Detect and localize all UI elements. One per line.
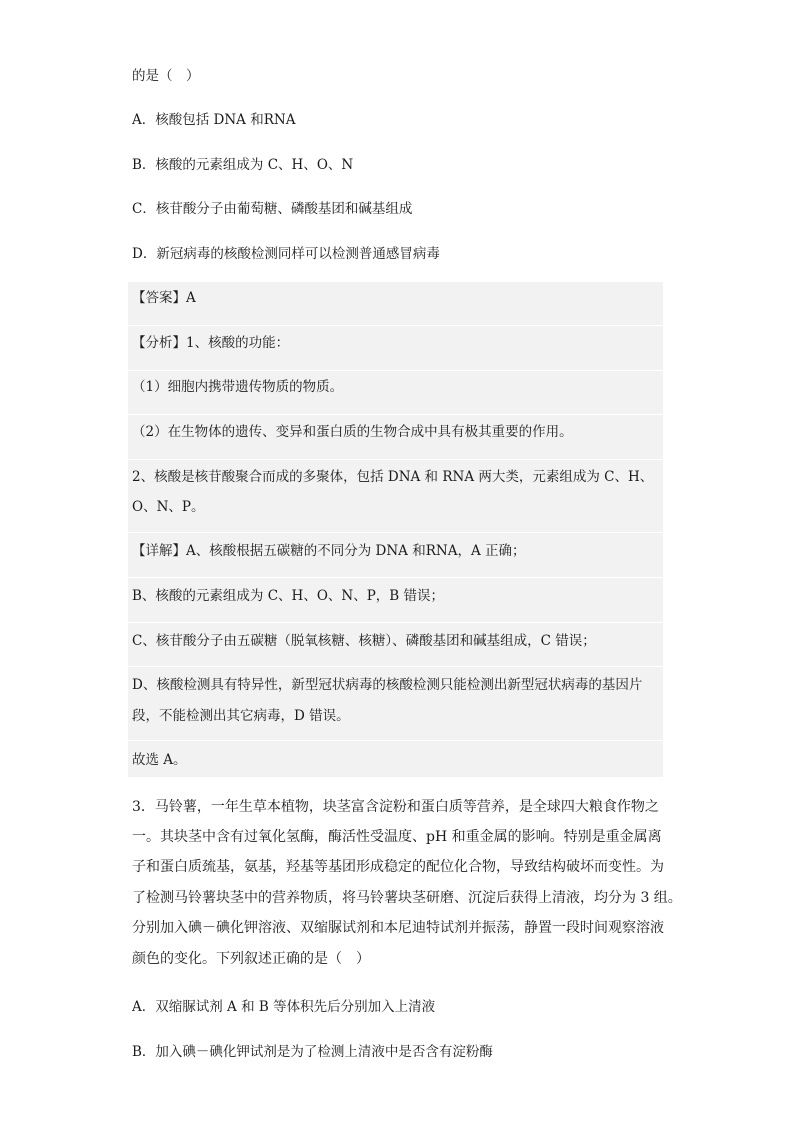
- divider: [128, 532, 663, 533]
- detail-d-line-2: 段，不能检测出其它病毒，D 错误。: [132, 708, 350, 724]
- detail-d-line-1: D、核酸检测具有特异性，新型冠状病毒的核酸检测只能检测出新型冠状病毒的基因片: [132, 677, 643, 693]
- analysis-line: [132, 333, 289, 353]
- answer-value: A: [186, 290, 196, 306]
- divider: [128, 414, 663, 415]
- divider: [128, 622, 663, 623]
- detail-b: B、核酸的元素组成为 C、H、O、N、P，B 错误；: [132, 588, 444, 604]
- analysis-point-2-line-2: O、N、P。: [132, 499, 205, 515]
- divider: [128, 577, 663, 578]
- option-c: C．核苷酸分子由葡萄糖、磷酸基团和碱基组成: [132, 201, 413, 217]
- option-d: D．新冠病毒的核酸检测同样可以检测普通感冒病毒: [132, 246, 440, 262]
- conclusion: 故选 A。: [132, 752, 187, 768]
- analysis-point-2-line-1: 2、核酸是核苷酸聚合而成的多聚体，包括 DNA 和 RNA 两大类，元素组成为 C、H、: [132, 469, 654, 485]
- question-3-line-3: 子和蛋白质巯基，氨基，羟基等基团形成稳定的配位化合物，导致结构破坏而变性。为: [132, 859, 664, 875]
- analysis-intro: 1、核酸的功能：: [186, 335, 290, 351]
- analysis-item-1: （1）细胞内携带遗传物质的物质。: [132, 379, 344, 395]
- divider: [128, 740, 663, 741]
- question-3-option-b: B．加入碘－碘化钾试剂是为了检测上清液中是否含有淀粉酶: [132, 1044, 493, 1060]
- question-3-line-4: 了检测马铃薯块茎中的营养物质，将马铃薯块茎研磨、沉淀后获得上清液，均分为 3 组。: [132, 890, 682, 906]
- detail-label: 【详解】: [132, 543, 186, 559]
- analysis-item-2: （2）在生物体的遗传、变异和蛋白质的生物合成中具有极其重要的作用。: [132, 424, 573, 440]
- divider: [128, 459, 663, 460]
- option-b: B．核酸的元素组成为 C、H、O、N: [132, 157, 354, 173]
- question-stem-tail: 的是（ ）: [132, 68, 200, 84]
- divider: [128, 666, 663, 667]
- option-a: A．核酸包括 DNA 和RNA: [132, 112, 296, 128]
- question-3-line-5: 分别加入碘－碘化钾溶液、双缩脲试剂和本尼迪特试剂并振荡，静置一段时间观察溶液: [132, 920, 664, 936]
- question-3-line-6: 颜色的变化。下列叙述正确的是（ ）: [132, 951, 370, 967]
- question-3-line-2: 一。其块茎中含有过氧化氢酶，酶活性受温度、pH 和重金属的影响。特别是重金属离: [132, 829, 662, 845]
- answer-label: 【答案】: [132, 290, 186, 306]
- detail-a: A、核酸根据五碳糖的不同分为 DNA 和RNA，A 正确；: [186, 543, 526, 559]
- detail-line: [132, 541, 525, 561]
- solution-block: [128, 282, 663, 777]
- divider: [128, 370, 663, 371]
- answer-line: [132, 288, 196, 308]
- divider: [128, 325, 663, 326]
- question-3-line-1: 3．马铃薯，一年生草本植物，块茎富含淀粉和蛋白质等营养，是全球四大粮食作物之: [132, 799, 659, 815]
- analysis-label: 【分析】: [132, 335, 186, 351]
- detail-c: C、核苷酸分子由五碳糖（脱氧核糖、核糖）、磷酸基团和碱基组成，C 错误；: [132, 633, 596, 649]
- question-3-option-a: A．双缩脲试剂 A 和 B 等体积先后分别加入上清液: [132, 999, 436, 1015]
